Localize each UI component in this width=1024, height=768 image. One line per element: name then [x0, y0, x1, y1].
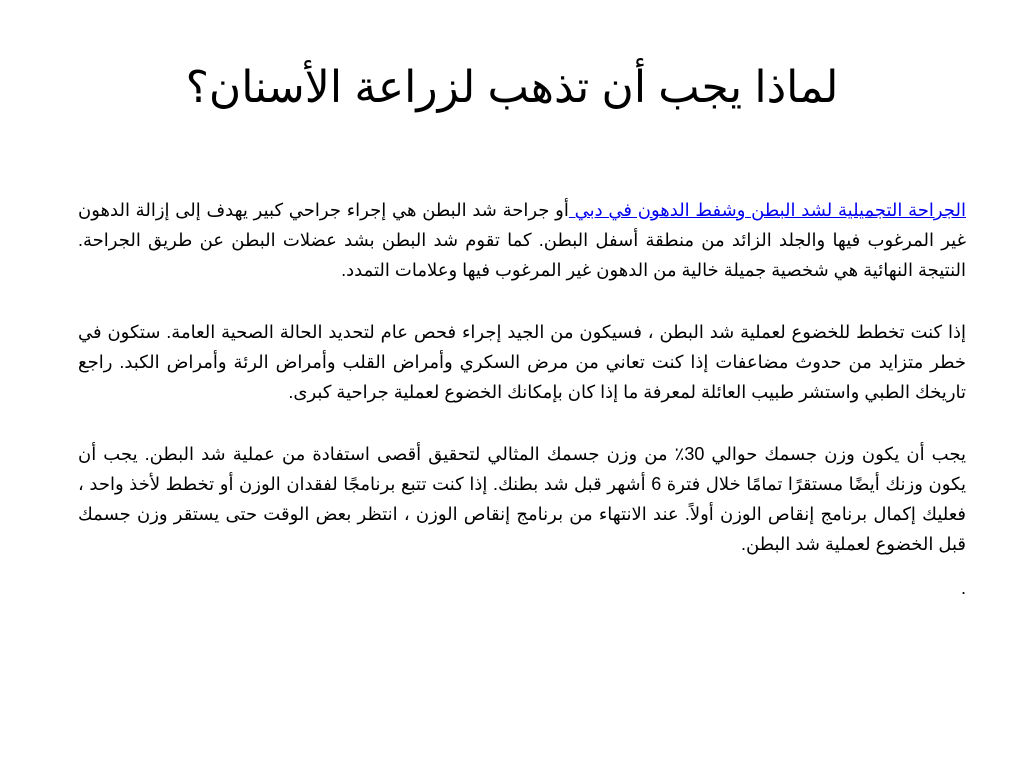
slide-body: [78, 195, 966, 603]
paragraph-1: [78, 195, 966, 285]
paragraph-1-text: أو جراحة شد البطن هي إجراء جراحي كبير يهدف إلى إزالة الدهون غير المرغوب فيها والجلد الزائد من منطقة أسفل البطن. كما تقوم شد البطن بشد عضلات البطن عن طريق الجراحة. النتيجة النهائية هي شخصية جميلة خالية من الدهون غير المرغوب فيها وعلامات التمدد.: [78, 200, 966, 280]
paragraph-3-text: يجب أن يكون وزن جسمك حوالي 30٪ من وزن جسمك المثالي لتحقيق أقصى استفادة من عملية شد البطن. يجب أن يكون وزنك أيضًا مستقرًا تمامًا خلال فترة 6 أشهر قبل شد بطنك. إذا كنت تتبع برنامجًا لفقدان الوزن أو تخطط لأخذ واحد ، فعليك إكمال برنامج إنقاص الوزن أولاً. عند الانتهاء من برنامج إنقاص الوزن ، انتظر بعض الوقت حتى يستقر وزن جسمك قبل الخضوع لعملية شد البطن.: [78, 444, 966, 554]
paragraph-2-text: إذا كنت تخطط للخضوع لعملية شد البطن ، فسيكون من الجيد إجراء فحص عام لتحديد الحالة الصحية العامة. ستكون في خطر متزايد من حدوث مضاعفات إذا كنت تعاني من مرض السكري وأمراض القلب وأمراض الرئة وأمراض الكبد. راجع تاريخك الطبي واستشر طبيب العائلة لمعرفة ما إذا كان بإمكانك الخضوع لعملية جراحية كبرى.: [78, 322, 966, 402]
slide-title: لماذا يجب أن تذهب لزراعة الأسنان؟: [185, 63, 839, 112]
paragraph-2: [78, 317, 966, 407]
tummy-tuck-dubai-link[interactable]: الجراحة التجميلية لشد البطن وشفط الدهون في دبي: [568, 200, 966, 220]
paragraph-3: [78, 439, 966, 559]
trailing-period: .: [960, 578, 966, 598]
